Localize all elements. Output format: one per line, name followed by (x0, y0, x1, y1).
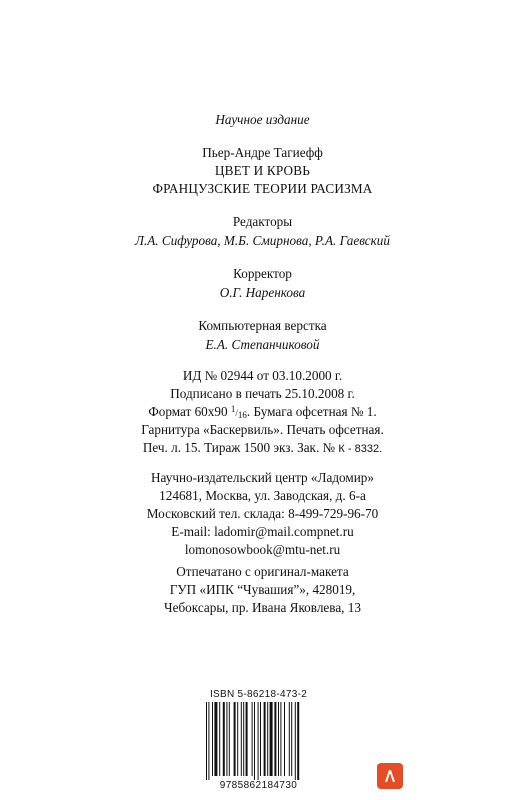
barcode-bar (295, 702, 296, 780)
signed-to-print-date: Подписано в печать 25.10.2008 г. (170, 386, 355, 401)
barcode-bar (297, 702, 299, 780)
editors-label: Редакторы (232, 214, 293, 229)
printer-name: ГУП «ИПК “Чувашия”», 428019, (169, 582, 356, 597)
ean-number: 9785862184730 (219, 780, 298, 791)
barcode-bar (284, 702, 285, 776)
format-fraction: 1/16 (230, 404, 247, 420)
layout-label: Компьютерная верстка (198, 318, 327, 333)
barcode-bar (291, 702, 292, 776)
editors-names: Л.А. Сифурова, М.Б. Смирнова, Р.А. Гаевский (135, 233, 390, 248)
format-numerator: 1 (230, 404, 236, 414)
barcode-bars (203, 702, 314, 780)
barcode-bar (280, 702, 281, 776)
publisher-email-2: lomonosowbook@mtu-net.ru (184, 542, 341, 557)
store-logo (377, 763, 403, 789)
publisher-email: E-mail: ladomir@mail.compnet.ru (171, 524, 354, 539)
publisher-phone: Московский тел. склада: 8-499-729-96-70 (146, 506, 379, 521)
barcode-bar (246, 702, 248, 776)
book-subtitle: ФРАНЦУЗСКИЕ ТЕОРИИ РАСИЗМА (152, 181, 373, 196)
format-denominator: 16 (237, 410, 247, 420)
format-suffix: . Бумага офсетная № 1. (246, 404, 377, 419)
isbn-barcode (203, 689, 314, 793)
barcode-bar (278, 702, 279, 776)
order-number: К - 8332. (338, 443, 383, 455)
barcode-bar (208, 702, 209, 780)
publisher-license-id: ИД № 02944 от 03.10.2000 г. (182, 368, 343, 383)
printer-note: Отпечатано с оригинал-макета (176, 564, 349, 579)
barcode-bar (226, 702, 227, 776)
barcode-bar (252, 702, 253, 776)
barcode-bar (206, 702, 207, 780)
book-title: ЦВЕТ И КРОВЬ (214, 163, 311, 178)
printer-address: Чебоксары, пр. Ивана Яковлева, 13 (164, 600, 361, 615)
barcode-bar (258, 702, 259, 780)
barcode-bar (223, 702, 225, 776)
publisher-name: Научно-издательский центр «Ладомир» (151, 470, 374, 485)
barcode-bar (214, 702, 217, 776)
barcode-bar (274, 702, 276, 776)
edition-type-label: Научное издание (215, 112, 310, 127)
print-run-text: Печ. л. 15. Тираж 1500 экз. Зак. № (142, 440, 336, 455)
barcode-bar (267, 702, 268, 776)
barcode-bar (229, 702, 230, 776)
isbn-number: ISBN 5-86218-473-2 (209, 689, 308, 700)
barcode-bar (254, 702, 255, 780)
format-line (0, 403, 525, 422)
barcode-bar (264, 702, 266, 776)
typeface-line: Гарнитура «Баскервиль». Печать офсетная. (141, 422, 384, 437)
barcode-bar (243, 702, 244, 776)
barcode-bar (241, 702, 242, 776)
author-name: Пьер-Андре Тагиефф (202, 145, 323, 160)
print-run-line (0, 439, 525, 458)
corrector-label: Корректор (233, 266, 292, 281)
barcode-bar (212, 702, 213, 776)
barcode-bar (289, 702, 290, 776)
layout-name: Е.А. Степанчиковой (205, 337, 320, 352)
format-prefix: Формат 60x90 (148, 404, 228, 419)
publisher-address: 124681, Москва, ул. Заводская, д. 6-а (159, 488, 366, 503)
logo-icon (382, 768, 398, 784)
barcode-bar (219, 702, 220, 776)
barcode-bar (234, 702, 236, 776)
barcode-bar (260, 702, 261, 776)
barcode-bar (237, 702, 238, 776)
corrector-name: О.Г. Наренкова (219, 285, 306, 300)
barcode-bar (270, 702, 273, 776)
